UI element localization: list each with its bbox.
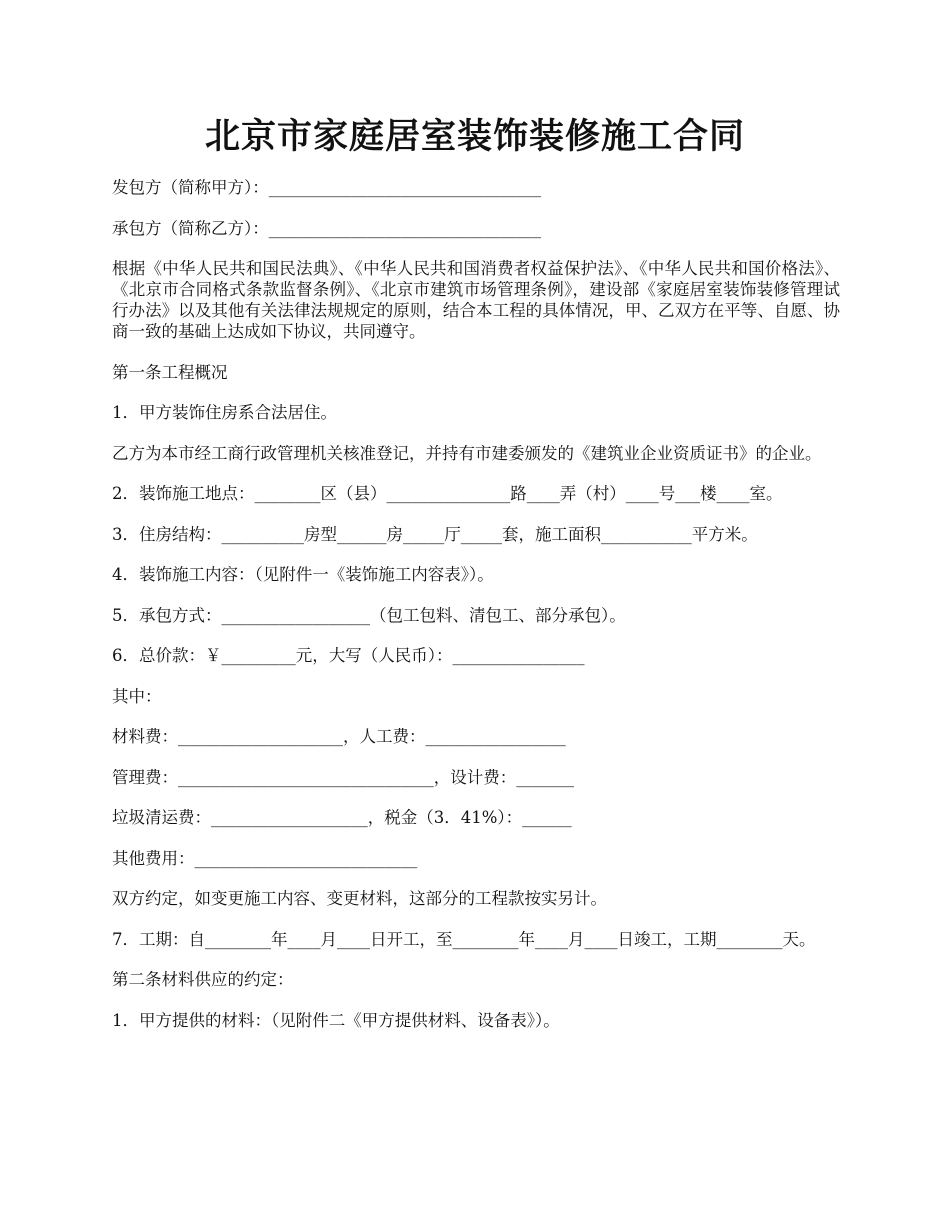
clause-1-3-structure: 3．住房结构：__________房型______房_____厅_____套，施工面积___________平方米。 — [112, 524, 758, 544]
article-1-heading: 第一条工程概况 — [112, 362, 228, 382]
document-body — [112, 177, 840, 1050]
document-title: 北京市家庭居室装饰装修施工合同 — [204, 116, 745, 157]
clause-1-4-content: 4．装饰施工内容：（见附件一《装饰施工内容表》）。 — [112, 565, 494, 584]
price-breakdown-label: 其中： — [112, 686, 162, 706]
garbage-tax-fee-line: 垃圾清运费：___________________，税金（3．41%）：______ — [112, 808, 572, 827]
preamble-paragraph: 根据《中华人民共和国民法典》、《中华人民共和国消费者权益保护法》、《中华人民共和国价格法》、《北京市合同格式条款监督条例》、《北京市建筑市场管理条例》，建设部《家庭居室装饰装修管理试行办法》以及其他有关法律法规规定的原则，结合本工程的具体情况，甲、乙双方在平等、自愿、协商一致的基础上达成如下协议，共同遵守。 — [112, 259, 840, 341]
clause-1-7-schedule: 7．工期：自________年____月____日开工，至________年____月____日竣工，工期________天。 — [112, 929, 816, 949]
clause-1-1: 1．甲方装饰住房系合法居住。 — [112, 403, 337, 422]
contractor-qualification: 乙方为本市经工商行政管理机关核准登记，并持有市建委颁发的《建筑业企业资质证书》的企业。 — [112, 443, 822, 463]
clause-2-1-materials: 1．甲方提供的材料：（见附件二《甲方提供材料、设备表》）。 — [112, 1010, 560, 1030]
clause-1-2-location: 2．装饰施工地点：________区（县）_______________路____弄（村）____号___楼____室。 — [112, 484, 783, 503]
change-agreement-line: 双方约定，如变更施工内容、变更材料，这部分的工程款按实另计。 — [112, 889, 607, 908]
other-fee-line: 其他费用：___________________________ — [112, 848, 418, 868]
management-design-fee-line: 管理费：_______________________________，设计费：_______ — [112, 767, 574, 787]
clause-1-6-total-price: 6．总价款：￥_________元，大写（人民币）：________________ — [112, 646, 585, 665]
party-b-line: 承包方（简称乙方）：_________________________________ — [112, 218, 541, 238]
clause-1-5-contract-mode: 5．承包方式：__________________（包工包料、清包工、部分承包）。 — [112, 605, 626, 625]
material-labor-fee-line: 材料费：____________________，人工费：_________________ — [112, 727, 566, 746]
party-a-line: 发包方（简称甲方）：_________________________________ — [112, 178, 541, 197]
article-2-heading: 第二条材料供应的约定： — [112, 970, 294, 989]
